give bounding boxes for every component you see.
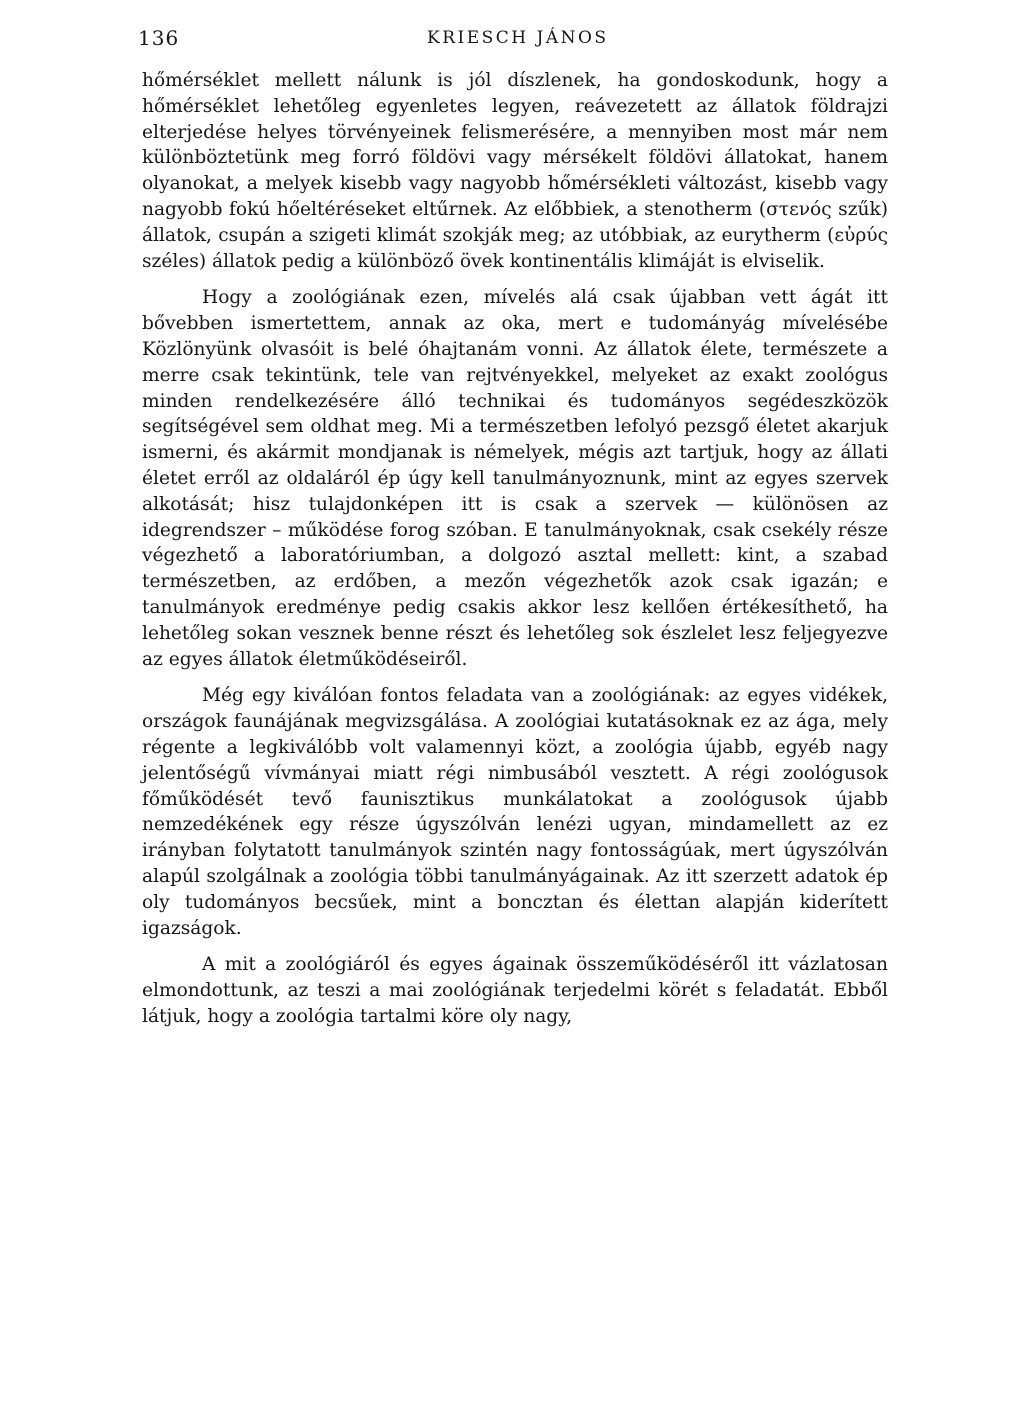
body-text bbox=[142, 68, 888, 1030]
paragraph-3: Még egy kiválóan fontos feladata van a zoológiának: az egyes vidékek, országok faunájának megvizsgálása. A zoológiai kutatásoknak ez az ága, mely régente a legkiválóbb volt valamennyi közt, a zoológia újabb, egyéb nagy jelentőségű vívmányai miatt régi nimbusából vesztett. A régi zoológusok főműködését tevő faunisztikus munkálatokat a zoológusok újabb nemzedékének egy része úgyszólván lenézi ugyan, mindamellett az ez irányban folytatott tanulmányok szintén nagy fontosságúak, mert úgyszólván alapúl szolgálnak a zoológia többi tanulmányágainak. Az itt szerzett adatok ép oly tudományos becsűek, mint a boncztan és élettan alapján kiderített igazságok. bbox=[142, 685, 888, 939]
page-number: 136 bbox=[138, 26, 180, 50]
running-head: KRIESCH JÁNOS bbox=[427, 28, 609, 48]
page-header bbox=[138, 26, 888, 56]
paragraph-2: Hogy a zoológiának ezen, mívelés alá csak újabban vett ágát itt bővebben ismertettem, annak az oka, mert e tudományág mívelésébe Közlönyünk olvasóit is belé óhajtanám vonni. Az állatok élete, természete a merre csak tekintünk, tele van rejtvényekkel, melyeket az exakt zoológus minden rendelkezésére álló technikai és tudományos segédeszközök segítségével sem oldhat meg. Mi a természetben lefolyó pezsgő életet akarjuk ismerni, és akármit mondjanak is némelyek, mégis azt tartjuk, hogy az állati életet erről az oldaláról ép úgy kell tanulmányoznunk, mint az egyes szervek alkotását; hisz tulajdonképen itt is csak a szervek — különösen az idegrendszer – működése forog szóban. E tanulmányoknak, csak csekély része végezhető a laboratóriumban, a dolgozó asztal mellett: kint, a szabad természetben, az erdőben, a mezőn végezhetők azok csak igazán; e tanulmányok eredménye pedig csakis akkor lesz kellően értékesíthető, ha lehetőleg sokan vesznek benne részt és lehetőleg sok észlelet lesz feljegyezve az egyes állatok életműködéseiről. bbox=[142, 287, 888, 670]
paragraph-4: A mit a zoológiáról és egyes ágainak összeműködéséről itt vázlatosan elmondottunk, az teszi a mai zoológiának terjedelmi körét s feladatát. Ebből látjuk, hogy a zoológia tartalmi köre oly nagy, bbox=[142, 954, 888, 1027]
paragraph-1: hőmérséklet mellett nálunk is jól díszlenek, ha gondoskodunk, hogy a hőmérséklet lehetőleg egyenletes legyen, reávezetett az állatok földrajzi elterjedése helyes törvényeinek felismerésére, a mennyiben most már nem különböztetünk meg forró földövi vagy mérsékelt földövi állatokat, hanem olyanokat, a melyek kisebb vagy nagyobb hőmérsékleti változást, kisebb vagy nagyobb fokú hőeltéréseket eltűrnek. Az előbbiek, a stenotherm (στενός szűk) állatok, csupán a szigeti klimát szokják meg; az utóbbiak, az eurytherm (εὐρύς széles) állatok pedig a különböző övek kontinentális klimáját is elviselik. bbox=[142, 70, 888, 272]
